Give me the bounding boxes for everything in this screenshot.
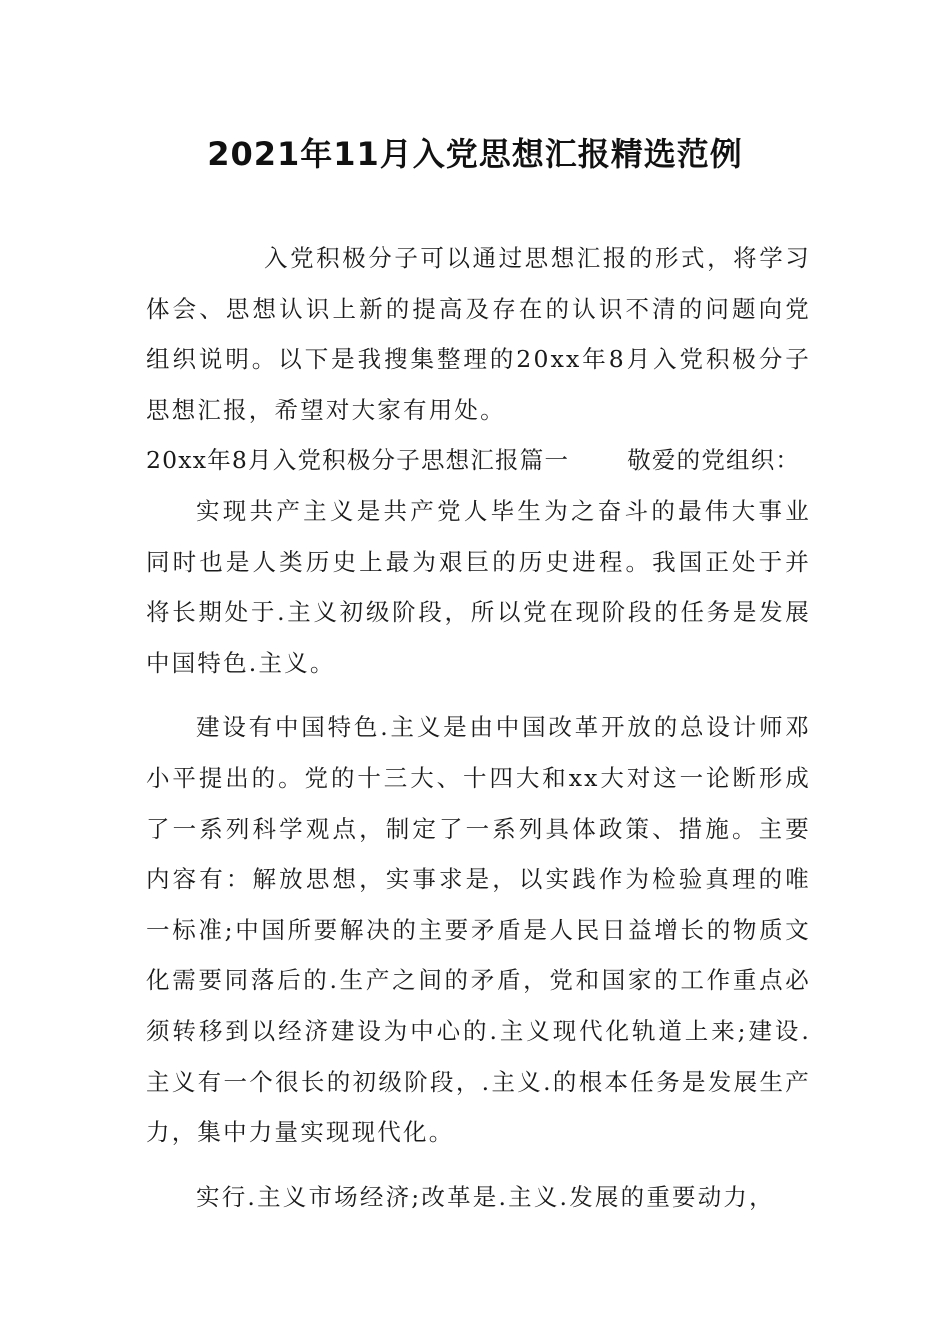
paragraph-gap — [146, 688, 811, 702]
document-body — [146, 233, 811, 1222]
section-heading: 20xx年8月入党积极分子思想汇报篇一 敬爱的党组织： — [146, 446, 801, 475]
body-paragraph-1: 实现共产主义是共产党人毕生为之奋斗的最伟大事业同时也是人类历史上最为艰巨的历史进程。我国正处于并将长期处于.主义初级阶段，所以党在现阶段的任务是发展中国特色.主义。 — [146, 496, 811, 677]
intro-paragraph: 入党积极分子可以通过思想汇报的形式，将学习体会、思想认识上新的提高及存在的认识不清的问题向党组织说明。以下是我搜集整理的20xx年8月入党积极分子思想汇报，希望对大家有用处。 — [146, 244, 811, 424]
body-paragraph-3: 实行.主义市场经济;改革是.主义.发展的重要动力， — [196, 1182, 775, 1211]
document-title: 2021年11月入党思想汇报精选范例 — [207, 135, 743, 173]
paragraph-gap — [146, 1158, 811, 1172]
body-paragraph-2: 建设有中国特色.主义是由中国改革开放的总设计师邓小平提出的。党的十三大、十四大和xx大对这一论断形成了一系列科学观点，制定了一系列具体政策、措施。主要内容有：解放思想，实事求是，以实践作为检验真理的唯一标准;中国所要解决的主要矛盾是人民日益增长的物质文化需要同落后的.生产之间的矛盾，党和国家的工作重点必须转移到以经济建设为中心的.主义现代化轨道上来;建设.主义有一个很长的初级阶段，.主义.的根本任务是发展生产力，集中力量实现现代化。 — [146, 713, 811, 1147]
